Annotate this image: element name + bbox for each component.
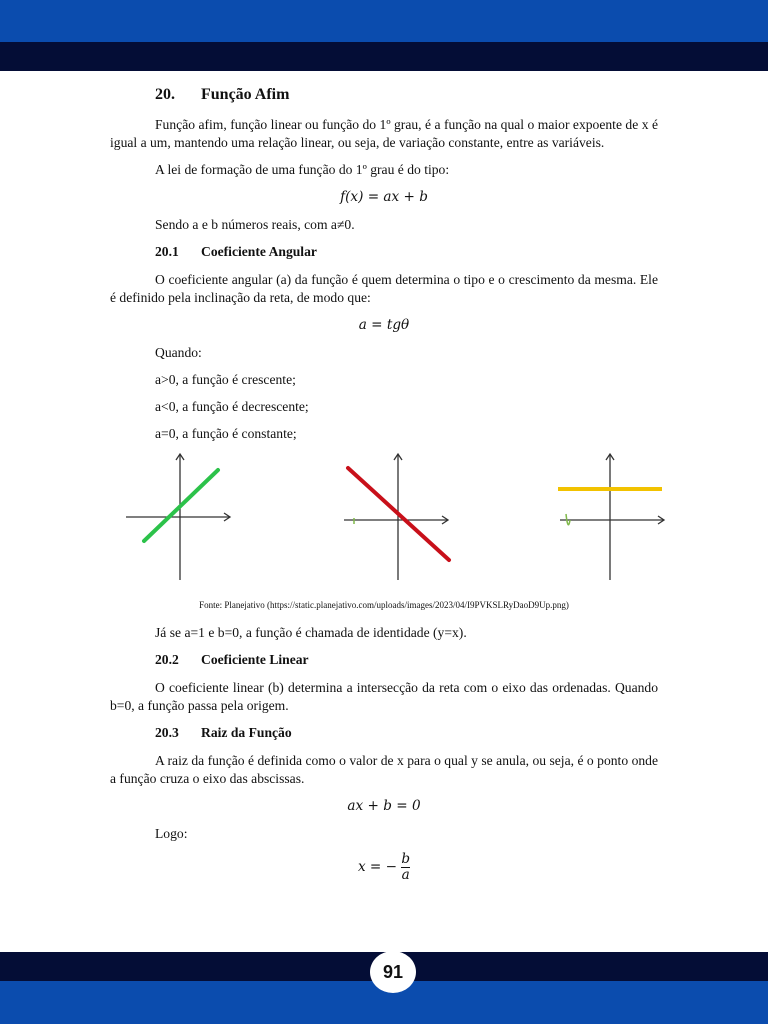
graph-constant <box>556 452 668 582</box>
fraction-denominator: a <box>401 867 410 883</box>
subsection-heading-3 <box>155 724 658 742</box>
subsection-number: 20.3 <box>155 725 179 740</box>
root-formula <box>110 852 658 883</box>
graph-increasing <box>124 452 236 582</box>
subsection-number: 20.2 <box>155 652 179 667</box>
slope-figure <box>110 452 658 592</box>
subsection-title: Raiz da Função <box>201 725 292 740</box>
law-text: A lei de formação de uma função do 1º grau é do tipo: <box>155 162 450 177</box>
section-number: 20. <box>155 86 175 103</box>
subsection-title: Coeficiente Linear <box>201 652 309 667</box>
root-equation: ax + b = 0 <box>347 798 421 814</box>
subsection-title: Coeficiente Angular <box>201 244 317 259</box>
header-band <box>0 0 768 42</box>
increasing-line <box>144 470 218 541</box>
page-content <box>110 86 658 893</box>
angular-paragraph: O coeficiente angular (a) da função é quem determina o tipo e o crescimento da mesma. Ele é definido pela inclinação da reta, de modo que: <box>110 272 658 305</box>
law-formula: f(x) = ax + b <box>340 189 428 205</box>
case-negative: a<0, a função é decrescente; <box>155 399 309 414</box>
section-title: Função Afim <box>201 86 290 103</box>
subsection-heading-1 <box>155 243 658 261</box>
fraction-numerator: b <box>401 851 411 867</box>
section-heading <box>155 86 658 104</box>
figure-caption: Fonte: Planejativo (https://static.planejativo.com/uploads/images/2023/04/I9PVKSLRyDaoD9Up.png) <box>199 600 569 610</box>
identity-text: Já se a=1 e b=0, a função é chamada de identidade (y=x). <box>155 625 467 640</box>
when-text: Quando: <box>155 345 202 360</box>
root-lhs: x = − <box>357 859 398 875</box>
intro-paragraph: Função afim, função linear ou função do 1º grau, é a função na qual o maior expoente de x é igual a um, mantendo uma relação linear, ou seja, de variação constante, entre as variáveis. <box>110 117 658 150</box>
case-positive: a>0, a função é crescente; <box>155 372 296 387</box>
root-fraction <box>401 852 410 883</box>
condition-text: Sendo a e b números reais, com a≠0. <box>155 217 355 232</box>
subsection-number: 20.1 <box>155 244 179 259</box>
graph-decreasing <box>342 452 454 582</box>
subsection-heading-2 <box>155 651 658 669</box>
header-band-dark <box>0 42 768 71</box>
case-zero: a=0, a função é constante; <box>155 426 297 441</box>
page-number: 91 <box>370 951 416 993</box>
root-paragraph: A raiz da função é definida como o valor de x para o qual y se anula, ou seja, é o ponto onde a função cruza o eixo das abscissas. <box>110 753 658 786</box>
linear-paragraph: O coeficiente linear (b) determina a intersecção da reta com o eixo das ordenadas. Quando b=0, a função passa pela origem. <box>110 680 658 713</box>
logo-text: Logo: <box>155 826 188 841</box>
angular-formula: a = tgθ <box>358 317 410 333</box>
